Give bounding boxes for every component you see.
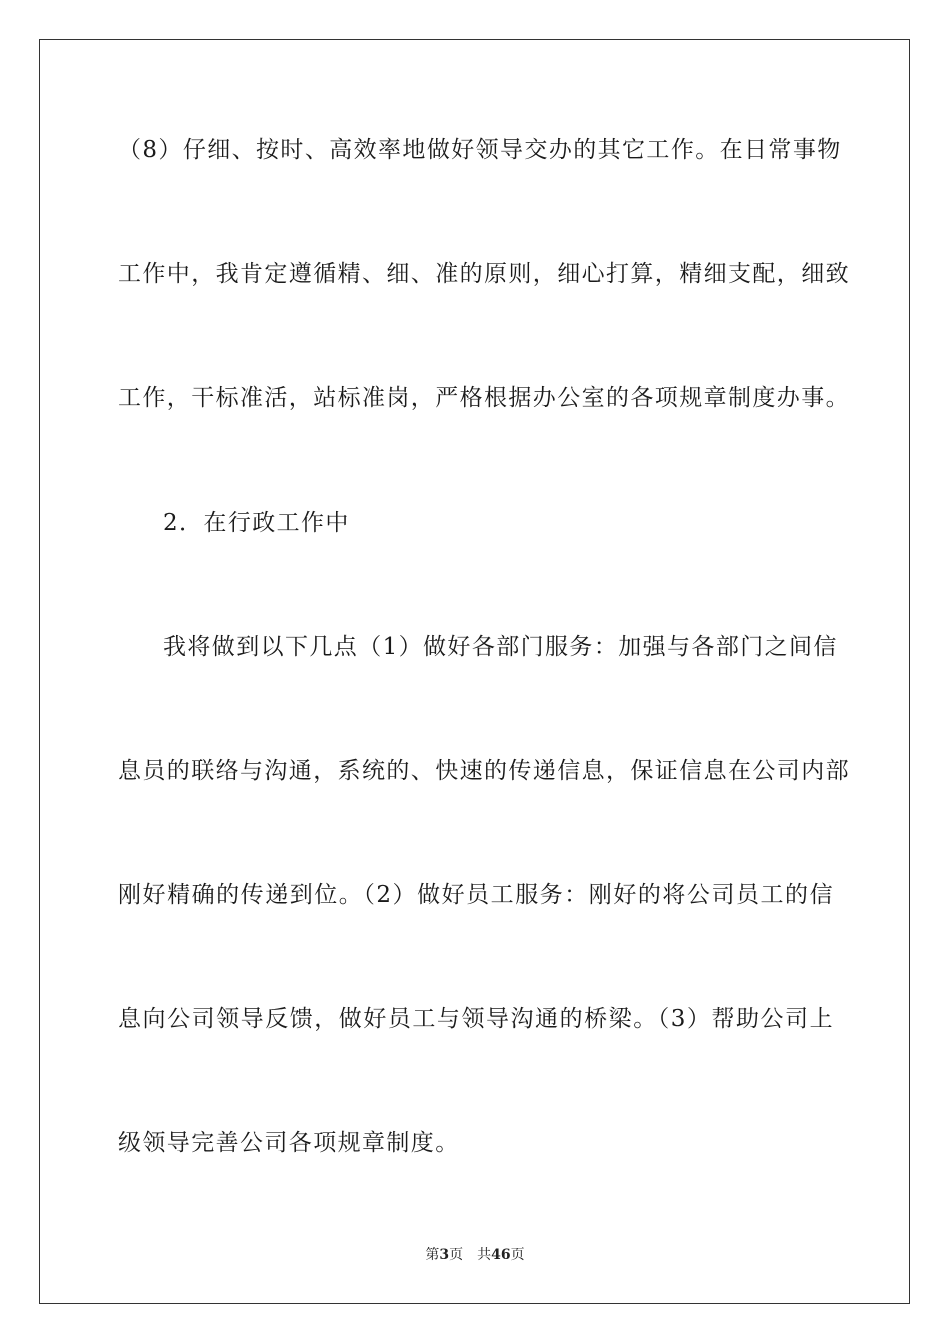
body-line-9: 级领导完善公司各项规章制度。: [118, 1130, 460, 1156]
body-line-2: 工作中，我肯定遵循精、细、准的原则，细心打算，精细支配，细致: [118, 261, 850, 287]
footer-middle: 页 共: [449, 1247, 492, 1263]
body-line-8: 息向公司领导反馈，做好员工与领导沟通的桥梁。（3）帮助公司上: [118, 1006, 834, 1032]
body-line-3: 工作，干标准活，站标准岗，严格根据办公室的各项规章制度办事。: [118, 385, 850, 411]
current-page-number: 3: [439, 1247, 450, 1263]
page-footer: [0, 1246, 950, 1264]
page-border: [39, 39, 910, 1304]
body-line-6: 息员的联络与沟通，系统的、快速的传递信息，保证信息在公司内部: [118, 758, 850, 784]
footer-prefix: 第: [425, 1247, 440, 1263]
body-line-7: 刚好精确的传递到位。（2）做好员工服务：刚好的将公司员工的信: [118, 882, 834, 908]
body-line-5: 我将做到以下几点（1）做好各部门服务：加强与各部门之间信: [163, 634, 838, 660]
section-heading: 2．在行政工作中: [163, 510, 350, 536]
body-line-1: （8）仔细、按时、高效率地做好领导交办的其它工作。在日常事物: [118, 137, 842, 163]
total-page-count: 46: [491, 1247, 511, 1263]
footer-suffix: 页: [510, 1247, 525, 1263]
